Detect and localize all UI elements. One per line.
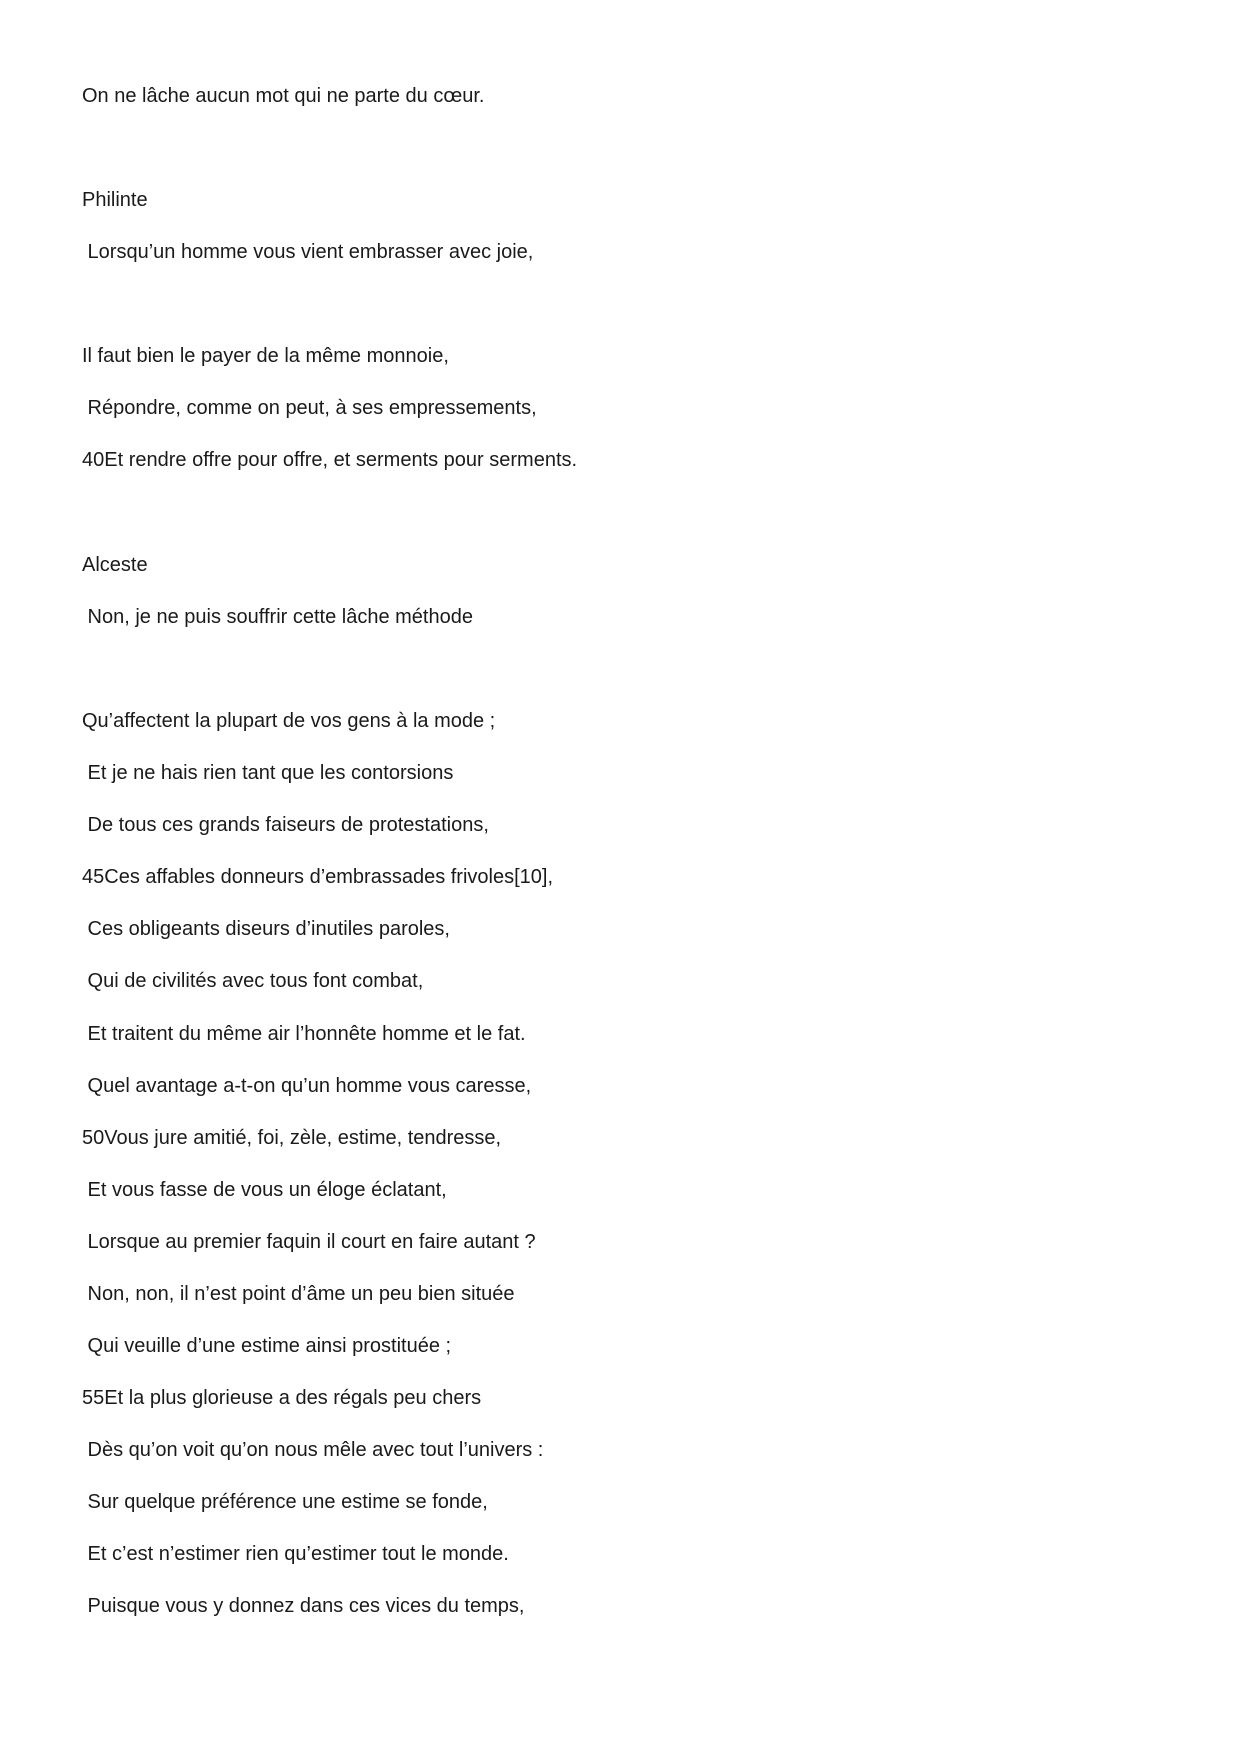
verse-line: 55Et la plus glorieuse a des régals peu chers [82, 1387, 482, 1409]
verse-line: Ces obligeants diseurs d’inutiles paroles, [82, 918, 450, 940]
speaker-name: Alceste [82, 554, 148, 576]
verse-line: 50Vous jure amitié, foi, zèle, estime, tendresse, [82, 1127, 502, 1149]
verse-line: Et traitent du même air l’honnête homme et le fat. [82, 1023, 526, 1045]
verse-line: Puisque vous y donnez dans ces vices du temps, [82, 1595, 525, 1617]
verse-line: Qui veuille d’une estime ainsi prostituée ; [82, 1335, 452, 1357]
verse-line: Lorsque au premier faquin il court en faire autant ? [82, 1231, 536, 1253]
verse-line: 45Ces affables donneurs d’embrassades frivoles[10], [82, 866, 554, 888]
speaker-name: Philinte [82, 189, 148, 211]
verse-line: Non, non, il n’est point d’âme un peu bien située [82, 1283, 515, 1305]
verse-line: Et je ne hais rien tant que les contorsions [82, 762, 454, 784]
verse-line: Qui de civilités avec tous font combat, [82, 970, 424, 992]
verse-line: Répondre, comme on peut, à ses empressements, [82, 397, 537, 419]
verse-line: Et vous fasse de vous un éloge éclatant, [82, 1179, 447, 1201]
verse-line: Dès qu’on voit qu’on nous mêle avec tout l’univers : [82, 1439, 544, 1461]
verse-line: Quel avantage a-t-on qu’un homme vous caresse, [82, 1075, 532, 1097]
verse-line: On ne lâche aucun mot qui ne parte du cœur. [82, 85, 485, 107]
verse-line: Non, je ne puis souffrir cette lâche méthode [82, 606, 473, 628]
verse-line: Il faut bien le payer de la même monnoie, [82, 345, 449, 367]
verse-line: Et c’est n’estimer rien qu’estimer tout le monde. [82, 1543, 509, 1565]
verse-line: Qu’affectent la plupart de vos gens à la mode ; [82, 710, 496, 732]
verse-line: Sur quelque préférence une estime se fonde, [82, 1491, 488, 1513]
verse-line: Lorsqu’un homme vous vient embrasser avec joie, [82, 241, 534, 263]
verse-line: 40Et rendre offre pour offre, et serments pour serments. [82, 449, 578, 471]
verse-line: De tous ces grands faiseurs de protestations, [82, 814, 489, 836]
